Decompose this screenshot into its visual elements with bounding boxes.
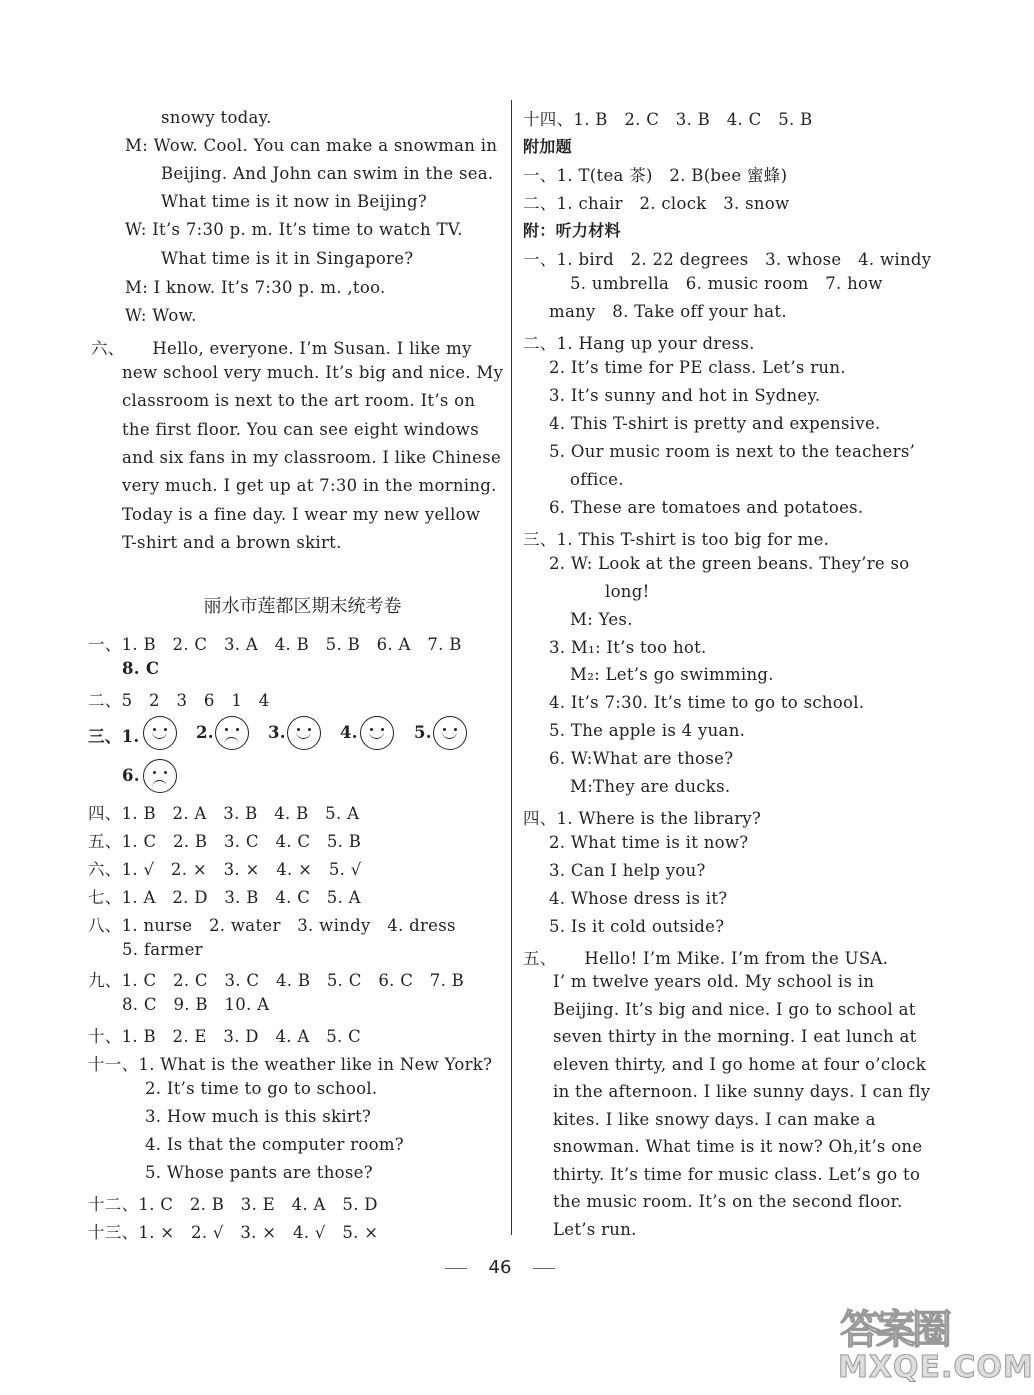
happy-face-icon (143, 716, 177, 750)
answer-line: 一、1. T(tea 茶) 2. B(bee 蜜蜂) (523, 166, 788, 185)
watermark-seal: 答案圈 (840, 1307, 948, 1353)
answer-line: 一、1. B 2. C 3. A 4. B 5. B 6. A 7. B (88, 635, 462, 654)
answer-line: 5. Our music room is next to the teachers’ (549, 442, 916, 461)
answer-line: 2. It’s time to go to school. (145, 1079, 378, 1098)
text-line: I’ m twelve years old. My school is in (553, 972, 875, 991)
answer-line: office. (570, 470, 624, 489)
answer-line: 2. What time is it now? (549, 833, 749, 852)
section-heading: 附加题 (523, 137, 572, 156)
answer-line: 八、1. nurse 2. water 3. windy 4. dress (88, 916, 456, 935)
answer-line: 4. Is that the computer room? (145, 1135, 404, 1154)
answer-line: 五、 Hello! I’m Mike. I’m from the USA. (523, 949, 889, 968)
answer-line: 4. (340, 723, 358, 742)
page-number: 46 (488, 1257, 512, 1278)
text-line: snowy today. (161, 108, 272, 127)
answer-line: many 8. Take off your hat. (549, 302, 787, 321)
answer-line: M₂: Let’s go swimming. (570, 665, 774, 684)
answer-line: 5. (414, 723, 432, 742)
answer-line: 2. W: Look at the green beans. They’re so (549, 554, 910, 573)
answer-line: 4. Whose dress is it? (549, 889, 728, 908)
text-line: Beijing. It’s big and nice. I go to school at (553, 1000, 916, 1019)
answer-line: 5. umbrella 6. music room 7. how (570, 274, 883, 293)
answer-line: 七、1. A 2. D 3. B 4. C 5. A (88, 888, 361, 907)
watermark-url: MXQE.COM (838, 1350, 1034, 1385)
answer-line: 6. These are tomatoes and potatoes. (549, 498, 864, 517)
text-line: very much. I get up at 7:30 in the morning. (122, 476, 497, 495)
answer-line: 8. C 9. B 10. A (122, 995, 270, 1014)
text-line: What time is it in Singapore? (161, 249, 414, 268)
text-line: and six fans in my classroom. I like Chinese (122, 448, 502, 467)
answer-line: 4. This T-shirt is pretty and expensive. (549, 414, 881, 433)
answer-line: 二、1. chair 2. clock 3. snow (523, 194, 790, 213)
text-line: M: Wow. Cool. You can make a snowman in (125, 136, 498, 155)
text-line: W: It’s 7:30 p. m. It’s time to watch TV. (125, 220, 463, 239)
text-line: seven thirty in the morning. I eat lunch at (553, 1027, 917, 1046)
text-line: Beijing. And John can swim in the sea. (161, 164, 494, 183)
happy-face-icon (287, 716, 321, 750)
answer-line: 3. How much is this skirt? (145, 1107, 372, 1126)
answer-line: 二、5 2 3 6 1 4 (88, 691, 270, 710)
answer-line: 2. (196, 723, 214, 742)
answer-line: 5. The apple is 4 yuan. (549, 721, 746, 740)
answer-line: 十一、1. What is the weather like in New York? (88, 1055, 493, 1074)
text-line: Let’s run. (553, 1220, 637, 1239)
answer-line: 3. Can I help you? (549, 861, 706, 880)
answer-line: 4. It’s 7:30. It’s time to go to school. (549, 693, 865, 712)
text-line: eleven thirty, and I go home at four o’clock (553, 1055, 927, 1074)
text-line: snowman. What time is it now? Oh,it’s one (553, 1137, 923, 1156)
answer-line: 三、1. This T-shirt is too big for me. (523, 530, 830, 549)
answer-line: long! (605, 582, 650, 601)
section-title: 丽水市莲都区期末统考卷 (203, 596, 402, 617)
answer-line: 3. It’s sunny and hot in Sydney. (549, 386, 821, 405)
happy-face-icon (433, 716, 467, 750)
answer-line: 十三、1. × 2. √ 3. × 4. √ 5. × (88, 1223, 379, 1242)
text-line: new school very much. It’s big and nice. My (122, 363, 504, 382)
answer-line: 十四、1. B 2. C 3. B 4. C 5. B (523, 110, 813, 129)
sad-face-icon (143, 759, 177, 793)
answer-line: 六、1. √ 2. × 3. × 4. × 5. √ (88, 860, 362, 879)
section-heading: 附：听力材料 (523, 221, 621, 240)
answer-line: 3. (268, 723, 286, 742)
sad-face-icon (215, 716, 249, 750)
answer-line: 5. Whose pants are those? (145, 1163, 373, 1182)
answer-line: 6. (122, 766, 140, 785)
answer-line: 5. Is it cold outside? (549, 917, 725, 936)
text-line: M: I know. It’s 7:30 p. m. ,too. (125, 278, 386, 297)
answer-line: 5. farmer (122, 940, 203, 959)
answer-line: M: Yes. (570, 610, 633, 629)
text-line: the music room. It’s on the second floor. (553, 1192, 903, 1211)
answer-line: 2. It’s time for PE class. Let’s run. (549, 358, 846, 377)
text-line: the first floor. You can see eight windows (122, 420, 479, 439)
answer-line: 五、1. C 2. B 3. C 4. C 5. B (88, 832, 362, 851)
answer-line: 四、1. B 2. A 3. B 4. B 5. A (88, 804, 360, 823)
text-line: thirty. It’s time for music class. Let’s go to (553, 1165, 921, 1184)
answer-line: 十、1. B 2. E 3. D 4. A 5. C (88, 1027, 362, 1046)
happy-face-icon (360, 716, 394, 750)
answer-line: 三、1. (88, 727, 140, 746)
answer-line: 6. W:What are those? (549, 749, 734, 768)
text-line: T-shirt and a brown skirt. (122, 533, 342, 552)
text-line: kites. I like snowy days. I can make a (553, 1110, 876, 1129)
text-line: in the afternoon. I like sunny days. I can fly (553, 1082, 931, 1101)
answer-line: 3. M₁: It’s too hot. (549, 638, 707, 657)
answer-line: 十二、1. C 2. B 3. E 4. A 5. D (88, 1195, 378, 1214)
text-line: 六、 Hello, everyone. I’m Susan. I like my (91, 339, 472, 358)
text-line: W: Wow. (125, 306, 197, 325)
answer-line: 四、1. Where is the library? (523, 809, 762, 828)
answer-line: 二、1. Hang up your dress. (523, 334, 755, 353)
answer-line: 九、1. C 2. C 3. C 4. B 5. C 6. C 7. B (88, 971, 465, 990)
watermark-logo (832, 1298, 1034, 1388)
column-divider (511, 100, 512, 1235)
page-number-dash (533, 1268, 555, 1269)
answer-line: M:They are ducks. (570, 777, 731, 796)
text-line: Today is a fine day. I wear my new yellow (122, 505, 481, 524)
answer-line: 8. C (122, 659, 160, 678)
text-line: What time is it now in Beijing? (161, 192, 427, 211)
answer-line: 一、1. bird 2. 22 degrees 3. whose 4. windy (523, 250, 932, 269)
text-line: classroom is next to the art room. It’s on (122, 391, 476, 410)
